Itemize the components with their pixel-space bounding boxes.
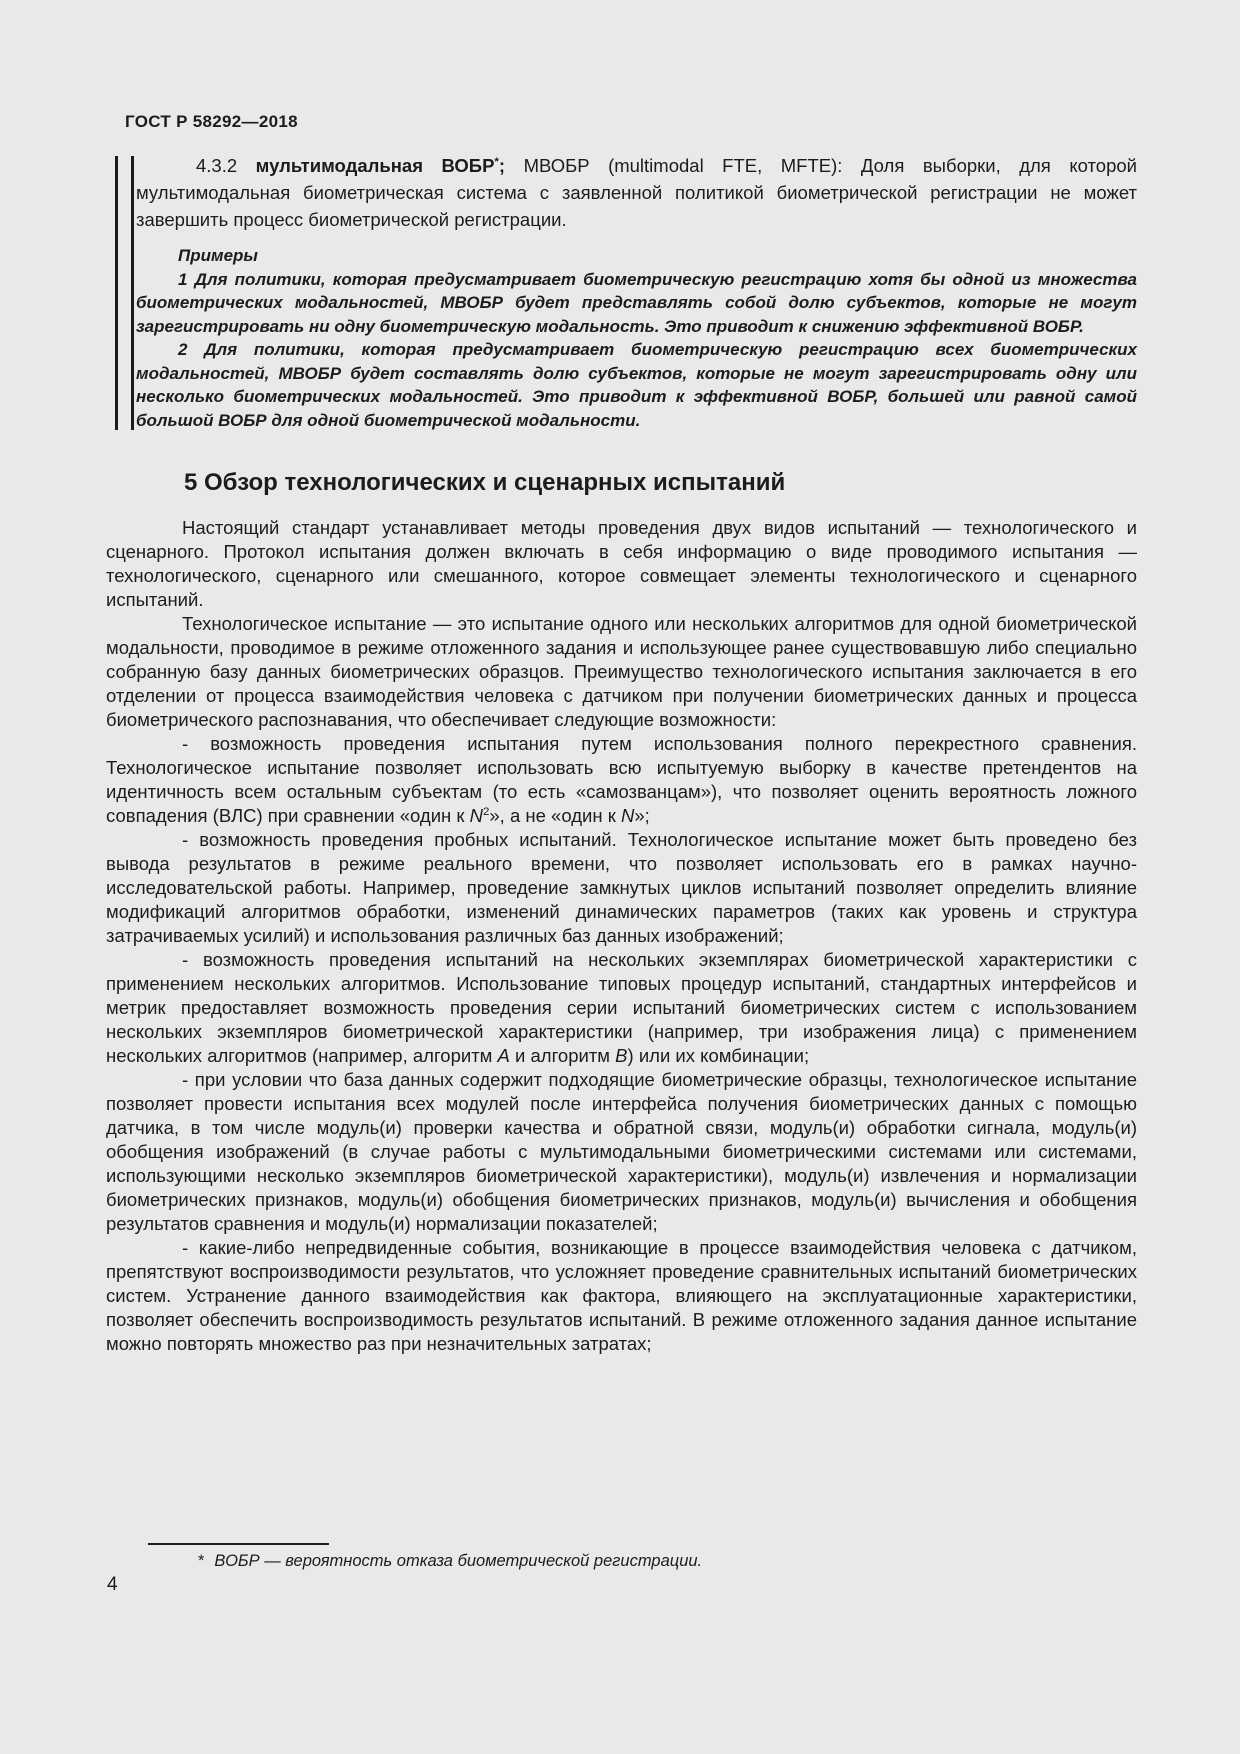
page-number: 4	[107, 1574, 118, 1595]
body-paragraph-bullet-3: - возможность проведения испытаний на нескольких экземплярах биометрической характеристики с применением нескольких алгоритмов. Использование типовых процедур испытаний, стандартных интерфейсов и метрик предоставляет возможность проведения серии испытаний биометрических систем с использованием нескольких экземпляров биометрической характеристики (например, три изображения лица) с применением нескольких алгоритмов (например, алгоритм А и алгоритм В) или их комбинации;	[106, 949, 1137, 1066]
footnote-body: ВОБР — вероятность отказа биометрической регистрации.	[214, 1552, 703, 1570]
section-5-heading: 5 Обзор технологических и сценарных испытаний	[184, 469, 786, 496]
footnote-text	[106, 1550, 1137, 1572]
change-bars	[115, 156, 134, 430]
page-content	[106, 140, 1137, 1356]
body-paragraph-bullet-1: - возможность проведения испытания путем использования полного перекрестного сравнения. Технологическое испытание позволяет использовать всю испытуемую выборку в качестве претендентов на идентичность всем остальным субъектам (то есть «самозванцам»), что позволяет оценить вероятность ложного совпадения (ВЛС) при сравнении «один к $N^2$», а не «один к N»;	[106, 733, 1137, 826]
footnote-marker: *	[198, 1552, 205, 1570]
example-item-1: 1 Для политики, которая предусматривает биометрическую регистрацию хотя бы одной из множества биометрических модальностей, МВОБР будет представлять собой долю субъектов, которые не могут зарегистрировать ни одну биометрическую модальность. Это приводит к снижению эффективной ВОБР.	[136, 269, 1137, 336]
footnote	[106, 1543, 1137, 1572]
body-paragraph-bullet-2: - возможность проведения пробных испытаний. Технологическое испытание может быть проведено без вывода результатов в режиме реального времени, что позволяет использовать его в рамках научно-исследовательской работы. Например, проведение замкнутых циклов испытаний позволяет определить влияние модификаций алгоритмов обработки, изменений динамических параметров (таких как уровень и структура затрачиваемых усилий) и использования различных баз данных изображений;	[106, 829, 1137, 946]
examples-block	[136, 244, 1137, 432]
examples-label: Примеры	[178, 246, 258, 265]
clause-4-3-2-paragraph: 4.3.2 мультимодальная ВОБР*; МВОБР (multimodal FTE, MFTE): Доля выборки, для которой мультимодальная биометрическая система с заявленной политикой биометрической регистрации не может завершить процесс биометрической регистрации.	[136, 155, 1137, 230]
example-item-2: 2 Для политики, которая предусматривает биометрическую регистрацию всех биометрических модальностей, МВОБР будет составлять долю субъектов, которые не могут зарегистрировать одну или несколько биометрических модальностей. Это приводит к эффективной ВОБР, большей или равной самой большой ВОБР для одной биометрической модальности.	[136, 340, 1137, 430]
body-paragraph-1: Настоящий стандарт устанавливает методы проведения двух видов испытаний — технологического и сценарного. Протокол испытания должен включать в себя информацию о виде проводимого испытания — технологического, сценарного или смешанного, которое совмещает элементы технологического и сценарного испытаний.	[106, 517, 1137, 610]
running-header-title: ГОСТ Р 58292—2018	[125, 112, 298, 131]
body-paragraph-bullet-5: - какие-либо непредвиденные события, возникающие в процессе взаимодействия человека с датчиком, препятствуют воспроизводимости результатов, что усложняет проведение сравнительных испытаний биометрических систем. Устранение данного взаимодействия как фактора, влияющего на эксплуатационные характеристики, позволяет обеспечить воспроизводимость результатов испытаний. В режиме отложенного задания данное испытание можно повторять множество раз при незначительных затратах;	[106, 1237, 1137, 1354]
footnote-rule	[148, 1543, 329, 1545]
revision-marked-block	[136, 140, 1137, 432]
body-paragraph-bullet-4: - при условии что база данных содержит подходящие биометрические образцы, технологическое испытание позволяет провести испытания всех модулей после интерфейса получения биометрических данных с помощью датчика, в том числе модуль(и) проверки качества и обратной связи, модуль(и) обработки сигнала, модуль(и) обобщения изображений (в случае работы с мультимодальными биометрическими системами или системами, использующими несколько экземпляров биометрической характеристики), модуль(и) извлечения и нормализации биометрических признаков, модуль(и) обобщения биометрических признаков, модуль(и) вычисления и обобщения результатов сравнения и модуль(и) нормализации показателей;	[106, 1069, 1137, 1234]
body-paragraph-2: Технологическое испытание — это испытание одного или нескольких алгоритмов для одной биометрической модальности, проводимое в режиме отложенного задания и использующее ранее существовавшую либо специально собранную базу данных биометрических образцов. Преимущество технологического испытания заключается в его отделении от процесса взаимодействия человека с датчиком при получении биометрических данных и процесса биометрического распознавания, что обеспечивает следующие возможности:	[106, 613, 1137, 730]
